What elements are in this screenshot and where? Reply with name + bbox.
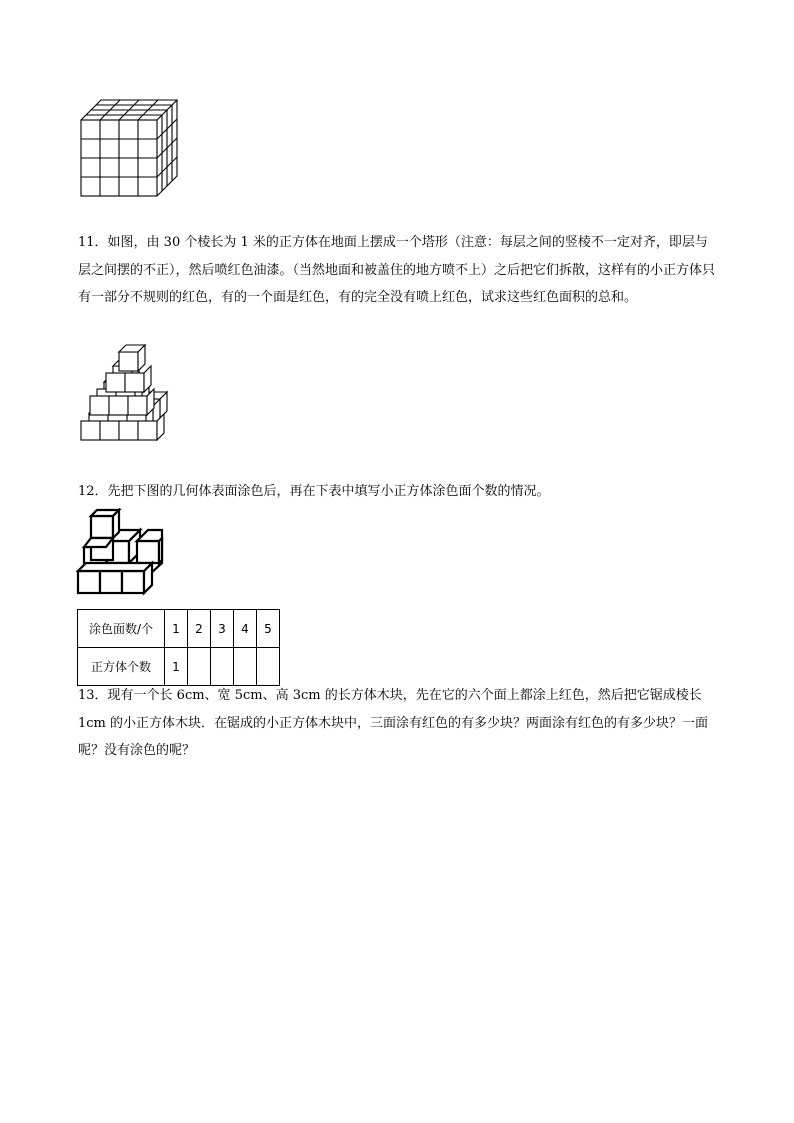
cube-grid-figure (76, 98, 186, 200)
table-cell: 1 (165, 610, 188, 648)
question-13-text: 现有一个长 6cm、宽 5cm、高 3cm 的长方体木块，先在它的六个面上都涂上红色，然后把它锯成棱长 1cm 的小正方体木块．在锯成的小正方体木块中，三面涂有红色的有多少块？两面涂有红色的有多少块？一面呢？没有涂色的呢？ (78, 688, 709, 758)
table-cell: 3 (211, 610, 234, 648)
table-cell (234, 648, 257, 686)
table-row-header: 正方体个数 (78, 648, 165, 686)
question-13 (78, 682, 718, 765)
table-row (78, 648, 280, 686)
question-12 (78, 478, 718, 506)
table-cell (211, 648, 234, 686)
question-12-number: 12． (78, 484, 108, 499)
table-cell (188, 648, 211, 686)
table-row-header: 涂色面数/个 (78, 610, 165, 648)
table-cell: 4 (234, 610, 257, 648)
table-row (78, 610, 280, 648)
cube-pyramid-figure (76, 344, 182, 444)
question-13-number: 13． (78, 688, 108, 703)
painted-faces-table (77, 609, 280, 686)
stepped-cubes-figure (76, 508, 168, 600)
question-12-text: 先把下图的几何体表面涂色后，再在下表中填写小正方体涂色面个数的情况。 (107, 484, 550, 499)
table-cell: 1 (165, 648, 188, 686)
table-cell (257, 648, 280, 686)
question-11-text: 如图，由 30 个棱长为 1 米的正方体在地面上摆成一个塔形（注意：每层之间的竖棱不一定对齐，即层与层之间摆的不正），然后喷红色油漆。（当然地面和被盖住的地方喷不上）之后把它们拆散，这样有的小正方体只有一部分不规则的红色，有的一个面是红色，有的完全没有喷上红色，试求这些红色面积的总和。 (78, 235, 716, 305)
question-11-number: 11． (78, 235, 108, 250)
table-cell: 5 (257, 610, 280, 648)
table-cell: 2 (188, 610, 211, 648)
question-11 (78, 229, 718, 312)
